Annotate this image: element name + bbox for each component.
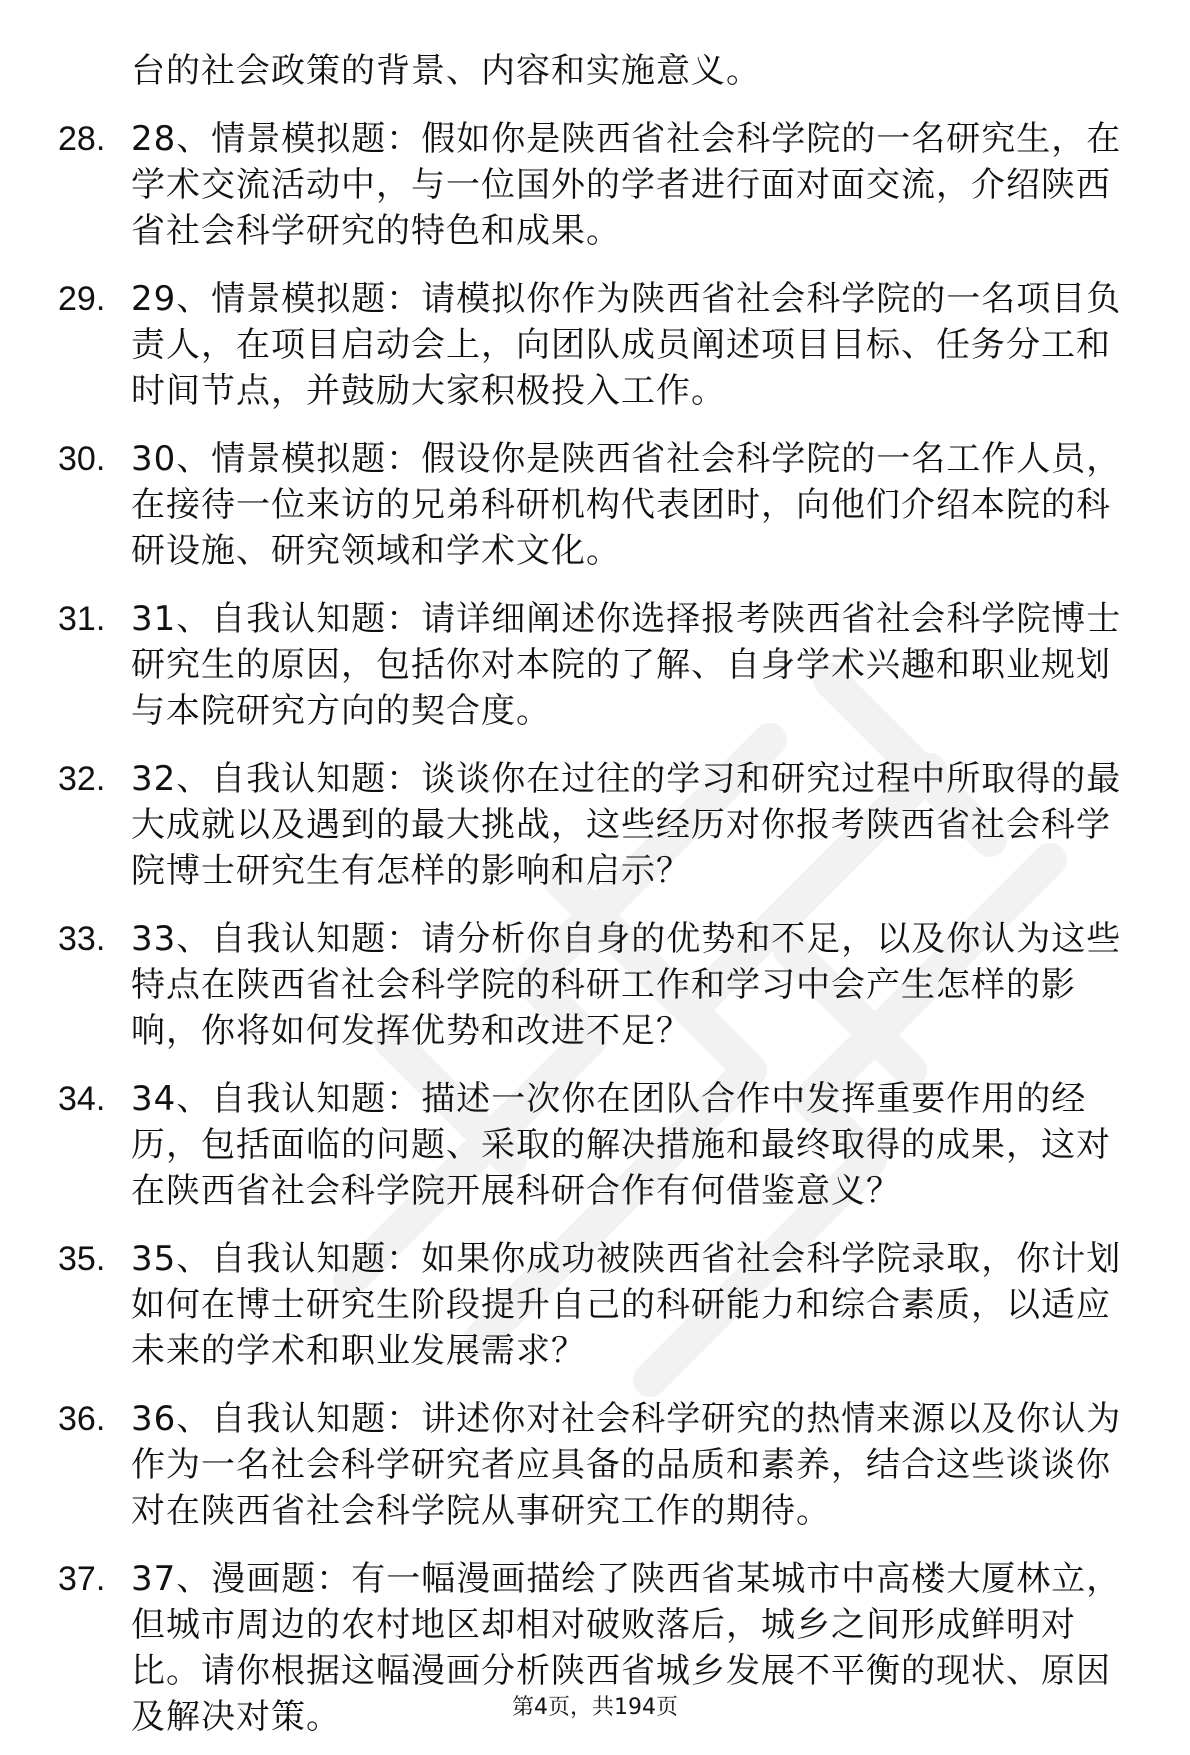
list-item <box>58 1236 1158 1374</box>
item-text-line: 但城市周边的农村地区却相对破败落后，城乡之间形成鲜明对 <box>131 1605 1076 1645</box>
page-number-footer: 第4页，共194页 <box>512 1695 678 1720</box>
item-text-line: 对在陕西省社会科学院从事研究工作的期待。 <box>131 1491 831 1531</box>
item-text-line: 响，你将如何发挥优势和改进不足？ <box>131 1011 691 1051</box>
item-number: 33. <box>58 920 106 958</box>
item-text-line: 在接待一位来访的兄弟科研机构代表团时，向他们介绍本院的科 <box>131 485 1111 525</box>
item-text-line: 32、自我认知题：谈谈你在过往的学习和研究过程中所取得的最 <box>131 759 1122 799</box>
item-text-line: 29、情景模拟题：请模拟你作为陕西省社会科学院的一名项目负 <box>131 279 1122 319</box>
list-item <box>58 276 1158 414</box>
item-text-line: 特点在陕西省社会科学院的科研工作和学习中会产生怎样的影 <box>131 965 1076 1005</box>
item-text-line: 35、自我认知题：如果你成功被陕西省社会科学院录取，你计划 <box>131 1239 1122 1279</box>
item-text-line: 33、自我认知题：请分析你自身的优势和不足，以及你认为这些 <box>131 919 1122 959</box>
continuation-text: 台的社会政策的背景、内容和实施意义。 <box>131 51 761 91</box>
item-text-line: 36、自我认知题：讲述你对社会科学研究的热情来源以及你认为 <box>131 1399 1122 1439</box>
list-item <box>58 916 1158 1054</box>
item-text-line: 院博士研究生有怎样的影响和启示？ <box>131 851 691 891</box>
item-text-line: 历，包括面临的问题、采取的解决措施和最终取得的成果，这对 <box>131 1125 1111 1165</box>
item-text-line: 及解决对策。 <box>131 1697 341 1737</box>
item-text-line: 责人，在项目启动会上，向团队成员阐述项目目标、任务分工和 <box>131 325 1111 365</box>
item-number: 35. <box>58 1240 106 1278</box>
list-item <box>58 596 1158 734</box>
item-number: 31. <box>58 600 106 638</box>
item-text-line: 31、自我认知题：请详细阐述你选择报考陕西省社会科学院博士 <box>131 599 1122 639</box>
item-text-line: 时间节点，并鼓励大家积极投入工作。 <box>131 371 726 411</box>
list-item <box>58 116 1158 254</box>
question-list <box>58 48 1158 1740</box>
item-text-line: 学术交流活动中，与一位国外的学者进行面对面交流，介绍陕西 <box>131 165 1111 205</box>
item-text-line: 研设施、研究领域和学术文化。 <box>131 531 621 571</box>
item-text-line: 研究生的原因，包括你对本院的了解、自身学术兴趣和职业规划 <box>131 645 1111 685</box>
list-item <box>58 436 1158 574</box>
item-text-line: 省社会科学研究的特色和成果。 <box>131 211 621 251</box>
item-text-line: 28、情景模拟题：假如你是陕西省社会科学院的一名研究生，在 <box>131 119 1122 159</box>
item-text-line: 与本院研究方向的契合度。 <box>131 691 551 731</box>
item-text-line: 未来的学术和职业发展需求？ <box>131 1331 586 1371</box>
item-number: 37. <box>58 1560 106 1598</box>
item-text-line: 30、情景模拟题：假设你是陕西省社会科学院的一名工作人员， <box>131 439 1122 479</box>
item-text-line: 34、自我认知题：描述一次你在团队合作中发挥重要作用的经 <box>131 1079 1087 1119</box>
list-item <box>58 1076 1158 1214</box>
item-text-line: 作为一名社会科学研究者应具备的品质和素养，结合这些谈谈你 <box>131 1445 1111 1485</box>
item-number: 34. <box>58 1080 106 1118</box>
item-text-line: 37、漫画题：有一幅漫画描绘了陕西省某城市中高楼大厦林立， <box>131 1559 1122 1599</box>
item-text-line: 比。请你根据这幅漫画分析陕西省城乡发展不平衡的现状、原因 <box>131 1651 1111 1691</box>
item-text-line: 如何在博士研究生阶段提升自己的科研能力和综合素质，以适应 <box>131 1285 1111 1325</box>
item-text-line: 在陕西省社会科学院开展科研合作有何借鉴意义？ <box>131 1171 901 1211</box>
item-number: 32. <box>58 760 106 798</box>
item-number: 29. <box>58 280 106 318</box>
item-number: 28. <box>58 120 106 158</box>
list-item <box>58 756 1158 894</box>
list-item <box>58 1396 1158 1534</box>
item-number: 36. <box>58 1400 106 1438</box>
item-number: 30. <box>58 440 106 478</box>
item-text-line: 大成就以及遇到的最大挑战，这些经历对你报考陕西省社会科学 <box>131 805 1111 845</box>
